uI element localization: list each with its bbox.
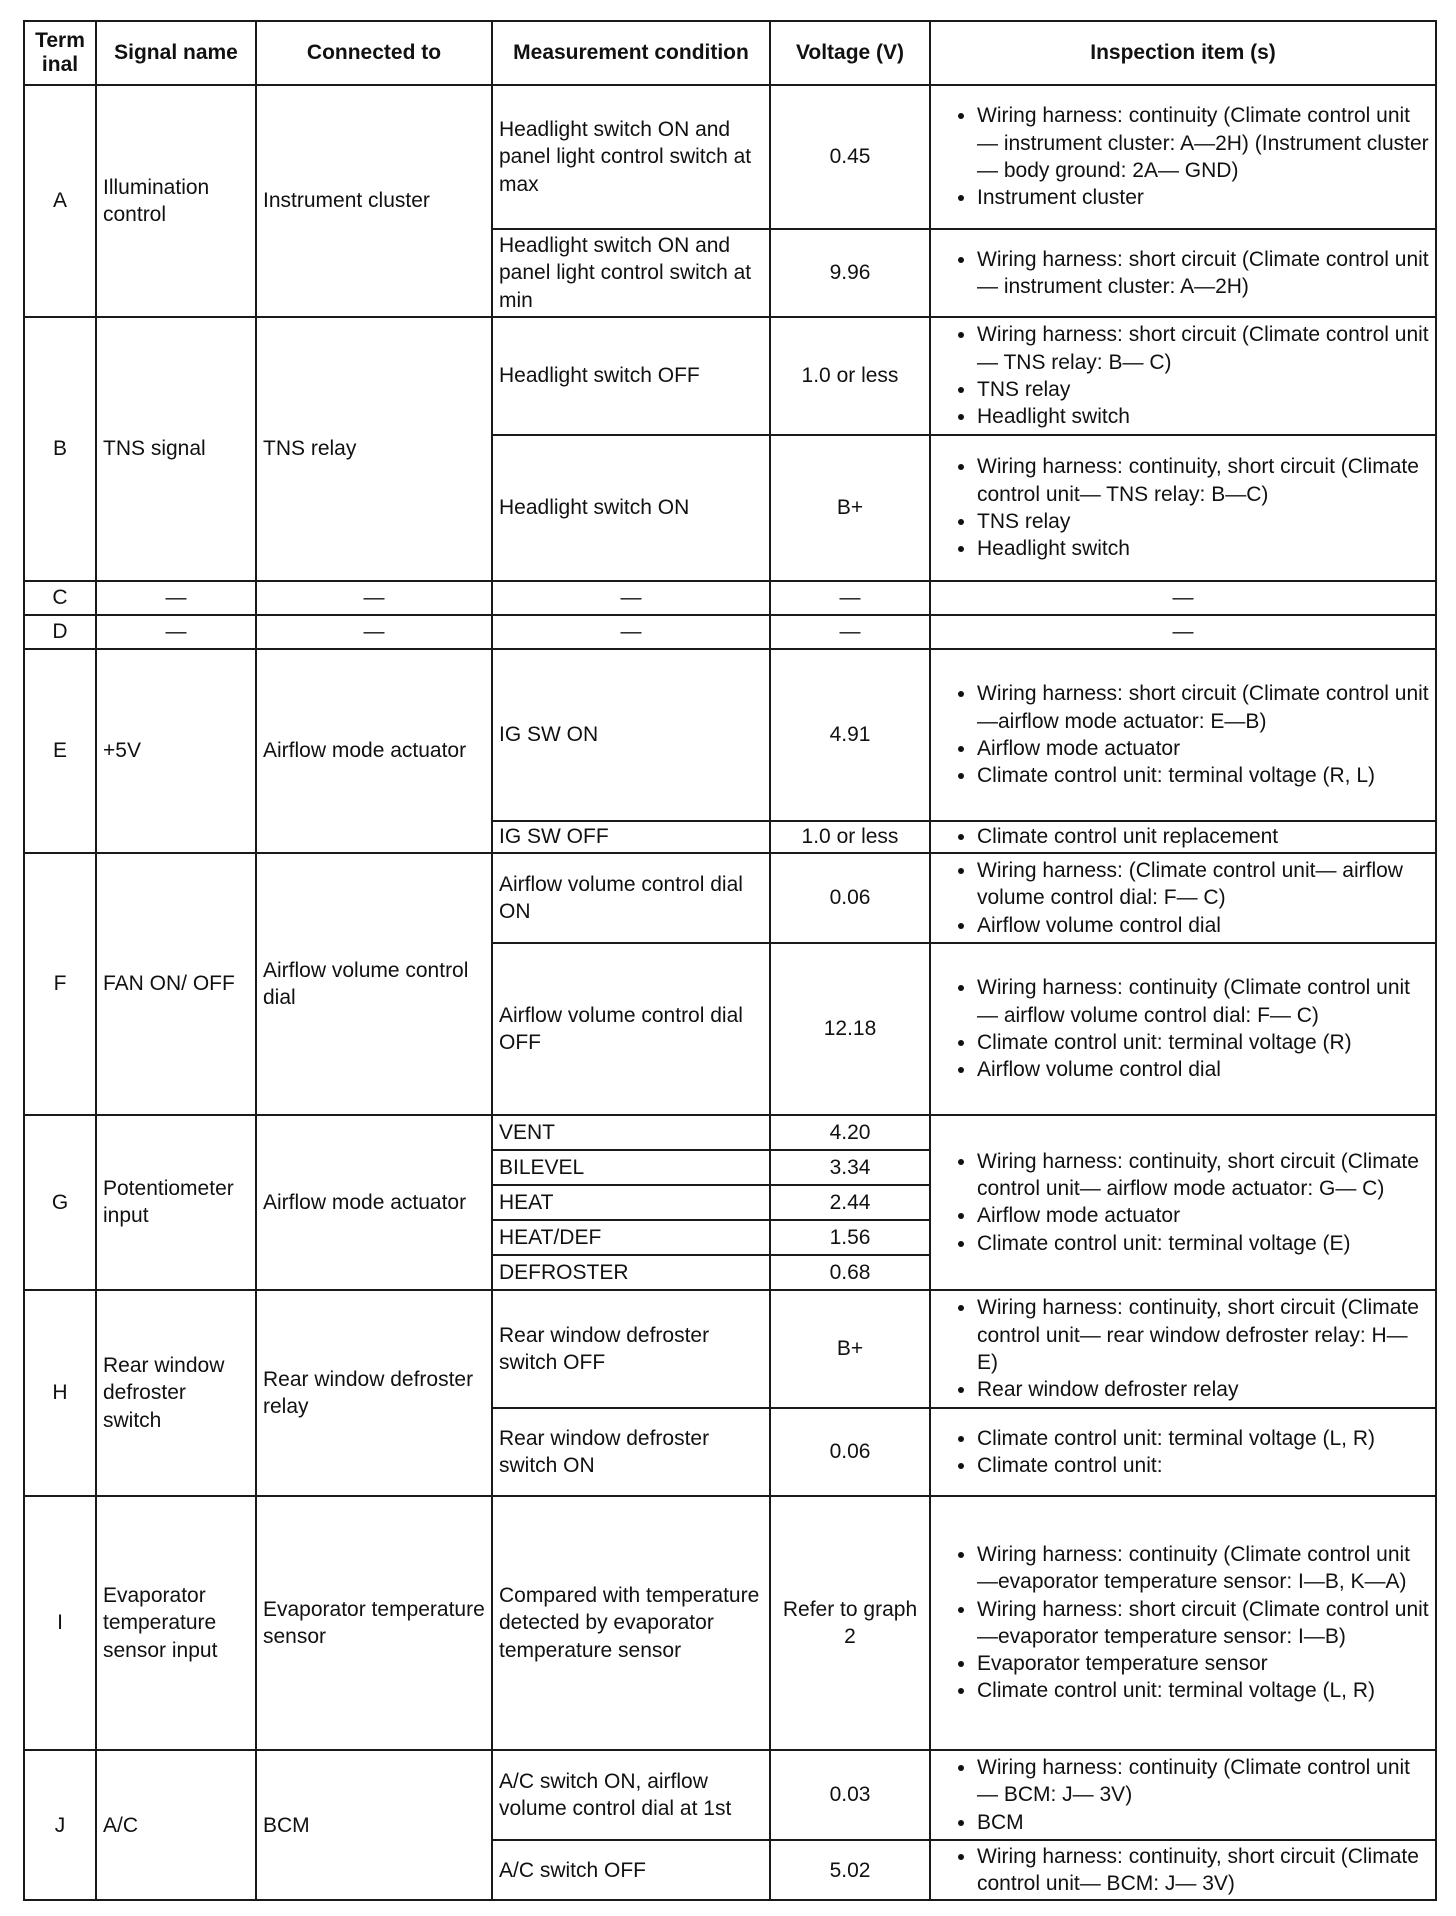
dash-cell: — (492, 581, 770, 615)
header-terminal: Term inal (24, 21, 96, 85)
inspection-item: • TNS relay (977, 376, 1429, 403)
table-row (24, 649, 1436, 821)
voltage-cell: 2.44 (770, 1185, 930, 1220)
inspection-cell (930, 821, 1436, 853)
condition-cell: Headlight switch OFF (492, 317, 770, 435)
inspection-item: • Wiring harness: (Climate control unit— airflow volume control dial: F— C) (977, 857, 1429, 912)
dash-cell: — (96, 581, 256, 615)
condition-cell: BILEVEL (492, 1150, 770, 1185)
connected-cell: BCM (256, 1750, 492, 1901)
terminal-cell: J (24, 1750, 96, 1901)
condition-cell: Airflow volume control dial ON (492, 853, 770, 943)
inspection-item: • Evaporator temperature sensor (977, 1650, 1429, 1677)
condition-cell: Compared with temperature detected by evaporator temperature sensor (492, 1496, 770, 1750)
voltage-cell: 12.18 (770, 943, 930, 1115)
table-row (24, 85, 1436, 229)
inspection-item: • Headlight switch (977, 535, 1429, 562)
inspection-cell (930, 1290, 1436, 1408)
voltage-cell: 0.68 (770, 1255, 930, 1290)
inspection-cell (930, 1750, 1436, 1840)
condition-cell: Airflow volume control dial OFF (492, 943, 770, 1115)
terminal-voltage-table (23, 20, 1437, 1901)
connected-cell: Rear window defroster relay (256, 1290, 492, 1496)
inspection-item: • Airflow mode actuator (977, 735, 1429, 762)
table-row (24, 615, 1436, 649)
dash-cell: — (96, 615, 256, 649)
inspection-item: • Climate control unit: (977, 1452, 1429, 1479)
table-row (24, 1496, 1436, 1750)
inspection-cell (930, 649, 1436, 821)
inspection-item: • Wiring harness: continuity, short circuit (Climate control unit— rear window defroster relay: H— E) (977, 1294, 1429, 1376)
table-row (24, 1750, 1436, 1840)
inspection-cell (930, 435, 1436, 581)
inspection-item: • Airflow mode actuator (977, 1202, 1429, 1229)
terminal-cell: B (24, 317, 96, 581)
terminal-cell: G (24, 1115, 96, 1290)
header-measurement-condition: Measurement condition (492, 21, 770, 85)
voltage-cell: 9.96 (770, 229, 930, 317)
condition-cell: Headlight switch ON (492, 435, 770, 581)
dash-cell: — (492, 615, 770, 649)
voltage-cell: 1.56 (770, 1220, 930, 1255)
inspection-item: • Instrument cluster (977, 184, 1429, 211)
voltage-cell: 0.45 (770, 85, 930, 229)
inspection-item: • Wiring harness: continuity (Climate control unit— airflow volume control dial: F— C) (977, 974, 1429, 1029)
condition-cell: DEFROSTER (492, 1255, 770, 1290)
inspection-item: • Wiring harness: continuity, short circuit (Climate control unit— BCM: J— 3V) (977, 1843, 1429, 1898)
inspection-cell (930, 1115, 1436, 1290)
voltage-cell: 1.0 or less (770, 821, 930, 853)
header-voltage: Voltage (V) (770, 21, 930, 85)
header-inspection-items: Inspection item (s) (930, 21, 1436, 85)
condition-cell: HEAT/DEF (492, 1220, 770, 1255)
inspection-item: • Wiring harness: continuity (Climate control unit— instrument cluster: A—2H) (Instrument cluster— body ground: 2A— GND) (977, 102, 1429, 184)
inspection-item: • Wiring harness: continuity, short circuit (Climate control unit— airflow mode actuator: G— C) (977, 1148, 1429, 1203)
inspection-item: • Wiring harness: short circuit (Climate control unit— instrument cluster: A—2H) (977, 246, 1429, 301)
terminal-cell: H (24, 1290, 96, 1496)
condition-cell: IG SW ON (492, 649, 770, 821)
condition-cell: Headlight switch ON and panel light control switch at max (492, 85, 770, 229)
voltage-cell: 0.03 (770, 1750, 930, 1840)
inspection-item: • Rear window defroster relay (977, 1376, 1429, 1403)
signal-cell: TNS signal (96, 317, 256, 581)
inspection-item: • Headlight switch (977, 403, 1429, 430)
voltage-cell: 0.06 (770, 853, 930, 943)
condition-cell: A/C switch OFF (492, 1840, 770, 1901)
inspection-item: • Wiring harness: continuity (Climate control unit—evaporator temperature sensor: I—B, K—A) (977, 1541, 1429, 1596)
condition-cell: Rear window defroster switch ON (492, 1408, 770, 1496)
dash-cell: — (770, 615, 930, 649)
condition-cell: Headlight switch ON and panel light control switch at min (492, 229, 770, 317)
dash-cell: — (770, 581, 930, 615)
connected-cell: Airflow mode actuator (256, 649, 492, 853)
inspection-item: • Wiring harness: short circuit (Climate control unit—airflow mode actuator: E—B) (977, 680, 1429, 735)
terminal-cell: I (24, 1496, 96, 1750)
signal-cell: Illumination control (96, 85, 256, 317)
header-row (24, 21, 1436, 85)
voltage-cell: B+ (770, 435, 930, 581)
table-row (24, 317, 1436, 435)
inspection-item: • BCM (977, 1809, 1429, 1836)
condition-cell: IG SW OFF (492, 821, 770, 853)
connected-cell: TNS relay (256, 317, 492, 581)
table-row (24, 1290, 1436, 1408)
inspection-item: • Climate control unit replacement (977, 823, 1429, 850)
inspection-item: • Wiring harness: continuity, short circuit (Climate control unit— TNS relay: B—C) (977, 453, 1429, 508)
connected-cell: Airflow volume control dial (256, 853, 492, 1115)
inspection-item: • Climate control unit: terminal voltage (L, R) (977, 1425, 1429, 1452)
table-row (24, 1115, 1436, 1150)
voltage-cell: 3.34 (770, 1150, 930, 1185)
inspection-cell (930, 1840, 1436, 1901)
inspection-cell (930, 943, 1436, 1115)
voltage-cell: 4.20 (770, 1115, 930, 1150)
terminal-cell: A (24, 85, 96, 317)
inspection-item: • Climate control unit: terminal voltage (R) (977, 1029, 1429, 1056)
inspection-item: • Airflow volume control dial (977, 1056, 1429, 1083)
dash-cell: — (930, 615, 1436, 649)
condition-cell: Rear window defroster switch OFF (492, 1290, 770, 1408)
terminal-cell: C (24, 581, 96, 615)
dash-cell: — (256, 615, 492, 649)
inspection-item: • Airflow volume control dial (977, 912, 1429, 939)
terminal-cell: D (24, 615, 96, 649)
inspection-item: • TNS relay (977, 508, 1429, 535)
condition-cell: VENT (492, 1115, 770, 1150)
condition-cell: A/C switch ON, airflow volume control dial at 1st (492, 1750, 770, 1840)
voltage-cell: 1.0 or less (770, 317, 930, 435)
table-row (24, 581, 1436, 615)
table-row (24, 853, 1436, 943)
terminal-cell: F (24, 853, 96, 1115)
signal-cell: +5V (96, 649, 256, 853)
voltage-cell: 4.91 (770, 649, 930, 821)
inspection-item: • Wiring harness: short circuit (Climate control unit—evaporator temperature sensor: I—B) (977, 1596, 1429, 1651)
inspection-item: • Wiring harness: continuity (Climate control unit— BCM: J— 3V) (977, 1754, 1429, 1809)
voltage-cell: B+ (770, 1290, 930, 1408)
signal-cell: Potentiometer input (96, 1115, 256, 1290)
inspection-item: • Climate control unit: terminal voltage (R, L) (977, 762, 1429, 789)
dash-cell: — (930, 581, 1436, 615)
inspection-cell (930, 317, 1436, 435)
connected-cell: Airflow mode actuator (256, 1115, 492, 1290)
inspection-item: • Wiring harness: short circuit (Climate control unit— TNS relay: B— C) (977, 321, 1429, 376)
inspection-cell (930, 1408, 1436, 1496)
connected-cell: Evaporator temperature sensor (256, 1496, 492, 1750)
inspection-cell (930, 853, 1436, 943)
inspection-item: • Climate control unit: terminal voltage (L, R) (977, 1677, 1429, 1704)
document-page (23, 20, 1435, 1901)
inspection-cell (930, 229, 1436, 317)
header-signal-name: Signal name (96, 21, 256, 85)
signal-cell: FAN ON/ OFF (96, 853, 256, 1115)
condition-cell: HEAT (492, 1185, 770, 1220)
connected-cell: Instrument cluster (256, 85, 492, 317)
signal-cell: Rear window defroster switch (96, 1290, 256, 1496)
inspection-cell (930, 85, 1436, 229)
signal-cell: A/C (96, 1750, 256, 1901)
header-connected-to: Connected to (256, 21, 492, 85)
voltage-cell: 5.02 (770, 1840, 930, 1901)
signal-cell: Evaporator temperature sensor input (96, 1496, 256, 1750)
voltage-cell: 0.06 (770, 1408, 930, 1496)
inspection-cell (930, 1496, 1436, 1750)
voltage-cell: Refer to graph 2 (770, 1496, 930, 1750)
inspection-item: • Climate control unit: terminal voltage (E) (977, 1230, 1429, 1257)
terminal-cell: E (24, 649, 96, 853)
dash-cell: — (256, 581, 492, 615)
